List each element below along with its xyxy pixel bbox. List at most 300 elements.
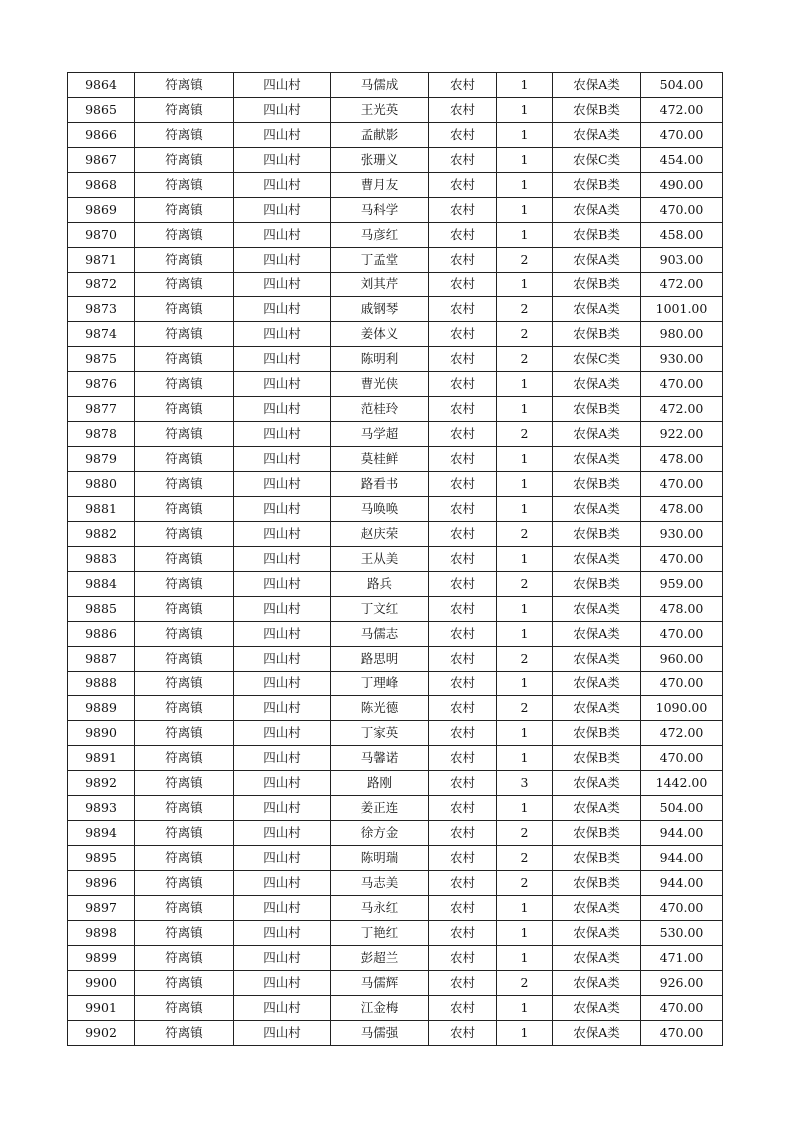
cell-person-name: 马儒辉 xyxy=(331,970,429,995)
cell-household-type: 农村 xyxy=(429,521,497,546)
cell-member-count: 1 xyxy=(497,197,553,222)
cell-member-count: 2 xyxy=(497,247,553,272)
cell-member-count: 1 xyxy=(497,222,553,247)
cell-person-name: 马学超 xyxy=(331,422,429,447)
cell-village: 四山村 xyxy=(234,920,331,945)
cell-town: 符离镇 xyxy=(135,920,234,945)
cell-insurance-category: 农保C类 xyxy=(553,347,641,372)
table-row xyxy=(68,222,723,247)
cell-amount: 980.00 xyxy=(641,322,723,347)
cell-amount: 470.00 xyxy=(641,995,723,1020)
cell-amount: 960.00 xyxy=(641,646,723,671)
cell-member-count: 1 xyxy=(497,721,553,746)
cell-insurance-category: 农保B类 xyxy=(553,472,641,497)
cell-amount: 478.00 xyxy=(641,447,723,472)
table-row xyxy=(68,372,723,397)
cell-insurance-category: 农保B类 xyxy=(553,97,641,122)
cell-household-type: 农村 xyxy=(429,172,497,197)
cell-member-count: 1 xyxy=(497,895,553,920)
cell-person-name: 路思明 xyxy=(331,646,429,671)
cell-record-number: 9891 xyxy=(68,746,135,771)
cell-village: 四山村 xyxy=(234,546,331,571)
cell-record-number: 9865 xyxy=(68,97,135,122)
cell-town: 符离镇 xyxy=(135,172,234,197)
cell-record-number: 9883 xyxy=(68,546,135,571)
cell-town: 符离镇 xyxy=(135,970,234,995)
cell-insurance-category: 农保A类 xyxy=(553,970,641,995)
cell-amount: 478.00 xyxy=(641,596,723,621)
cell-household-type: 农村 xyxy=(429,895,497,920)
cell-amount: 470.00 xyxy=(641,671,723,696)
cell-town: 符离镇 xyxy=(135,397,234,422)
cell-person-name: 姜正连 xyxy=(331,796,429,821)
cell-insurance-category: 农保B类 xyxy=(553,322,641,347)
cell-insurance-category: 农保A类 xyxy=(553,671,641,696)
cell-insurance-category: 农保A类 xyxy=(553,796,641,821)
cell-insurance-category: 农保A类 xyxy=(553,696,641,721)
cell-person-name: 江金梅 xyxy=(331,995,429,1020)
cell-member-count: 1 xyxy=(497,671,553,696)
cell-insurance-category: 农保A类 xyxy=(553,247,641,272)
cell-record-number: 9875 xyxy=(68,347,135,372)
cell-amount: 470.00 xyxy=(641,1020,723,1045)
cell-amount: 472.00 xyxy=(641,272,723,297)
cell-household-type: 农村 xyxy=(429,796,497,821)
table-row xyxy=(68,172,723,197)
cell-person-name: 曹光侠 xyxy=(331,372,429,397)
cell-member-count: 1 xyxy=(497,272,553,297)
cell-member-count: 3 xyxy=(497,771,553,796)
cell-record-number: 9899 xyxy=(68,945,135,970)
cell-member-count: 1 xyxy=(497,496,553,521)
table-row xyxy=(68,821,723,846)
table-row xyxy=(68,895,723,920)
cell-person-name: 王光英 xyxy=(331,97,429,122)
cell-member-count: 2 xyxy=(497,521,553,546)
cell-town: 符离镇 xyxy=(135,447,234,472)
cell-record-number: 9896 xyxy=(68,871,135,896)
cell-village: 四山村 xyxy=(234,1020,331,1045)
cell-person-name: 丁艳红 xyxy=(331,920,429,945)
cell-member-count: 1 xyxy=(497,746,553,771)
cell-town: 符离镇 xyxy=(135,995,234,1020)
cell-household-type: 农村 xyxy=(429,197,497,222)
cell-household-type: 农村 xyxy=(429,1020,497,1045)
cell-person-name: 孟献影 xyxy=(331,122,429,147)
cell-amount: 530.00 xyxy=(641,920,723,945)
cell-household-type: 农村 xyxy=(429,122,497,147)
cell-town: 符离镇 xyxy=(135,571,234,596)
cell-record-number: 9893 xyxy=(68,796,135,821)
table-row xyxy=(68,596,723,621)
cell-person-name: 丁孟堂 xyxy=(331,247,429,272)
cell-town: 符离镇 xyxy=(135,846,234,871)
cell-amount: 470.00 xyxy=(641,197,723,222)
cell-household-type: 农村 xyxy=(429,846,497,871)
cell-insurance-category: 农保B类 xyxy=(553,397,641,422)
cell-household-type: 农村 xyxy=(429,646,497,671)
cell-village: 四山村 xyxy=(234,322,331,347)
cell-amount: 944.00 xyxy=(641,846,723,871)
cell-insurance-category: 农保A类 xyxy=(553,1020,641,1045)
cell-person-name: 陈明利 xyxy=(331,347,429,372)
table-row xyxy=(68,721,723,746)
cell-record-number: 9868 xyxy=(68,172,135,197)
cell-household-type: 农村 xyxy=(429,696,497,721)
cell-insurance-category: 农保B类 xyxy=(553,721,641,746)
cell-member-count: 1 xyxy=(497,596,553,621)
cell-village: 四山村 xyxy=(234,621,331,646)
cell-person-name: 徐方金 xyxy=(331,821,429,846)
table-row xyxy=(68,871,723,896)
cell-record-number: 9867 xyxy=(68,147,135,172)
cell-village: 四山村 xyxy=(234,571,331,596)
cell-person-name: 路兵 xyxy=(331,571,429,596)
table-row xyxy=(68,546,723,571)
cell-insurance-category: 农保A类 xyxy=(553,920,641,945)
cell-member-count: 1 xyxy=(497,73,553,98)
cell-record-number: 9887 xyxy=(68,646,135,671)
table-row xyxy=(68,646,723,671)
cell-member-count: 2 xyxy=(497,821,553,846)
cell-member-count: 1 xyxy=(497,172,553,197)
table-row xyxy=(68,347,723,372)
cell-household-type: 农村 xyxy=(429,621,497,646)
cell-member-count: 2 xyxy=(497,871,553,896)
table-row xyxy=(68,945,723,970)
cell-insurance-category: 农保B类 xyxy=(553,272,641,297)
table-row xyxy=(68,472,723,497)
cell-record-number: 9902 xyxy=(68,1020,135,1045)
cell-person-name: 曹月友 xyxy=(331,172,429,197)
cell-household-type: 农村 xyxy=(429,970,497,995)
table-row xyxy=(68,322,723,347)
cell-town: 符离镇 xyxy=(135,496,234,521)
cell-record-number: 9870 xyxy=(68,222,135,247)
cell-village: 四山村 xyxy=(234,397,331,422)
cell-insurance-category: 农保A类 xyxy=(553,895,641,920)
cell-household-type: 农村 xyxy=(429,871,497,896)
cell-person-name: 王从美 xyxy=(331,546,429,571)
cell-household-type: 农村 xyxy=(429,297,497,322)
cell-household-type: 农村 xyxy=(429,222,497,247)
cell-amount: 472.00 xyxy=(641,97,723,122)
cell-household-type: 农村 xyxy=(429,721,497,746)
cell-record-number: 9876 xyxy=(68,372,135,397)
cell-record-number: 9869 xyxy=(68,197,135,222)
cell-person-name: 丁家英 xyxy=(331,721,429,746)
cell-person-name: 马科学 xyxy=(331,197,429,222)
cell-town: 符离镇 xyxy=(135,646,234,671)
cell-town: 符离镇 xyxy=(135,197,234,222)
cell-record-number: 9886 xyxy=(68,621,135,646)
cell-record-number: 9866 xyxy=(68,122,135,147)
cell-village: 四山村 xyxy=(234,97,331,122)
table-row xyxy=(68,796,723,821)
cell-person-name: 丁理峰 xyxy=(331,671,429,696)
cell-household-type: 农村 xyxy=(429,472,497,497)
cell-town: 符离镇 xyxy=(135,871,234,896)
cell-insurance-category: 农保A类 xyxy=(553,646,641,671)
cell-household-type: 农村 xyxy=(429,920,497,945)
cell-member-count: 2 xyxy=(497,322,553,347)
cell-insurance-category: 农保A类 xyxy=(553,122,641,147)
cell-person-name: 陈明瑞 xyxy=(331,846,429,871)
cell-insurance-category: 农保B类 xyxy=(553,846,641,871)
cell-household-type: 农村 xyxy=(429,272,497,297)
cell-record-number: 9897 xyxy=(68,895,135,920)
cell-household-type: 农村 xyxy=(429,322,497,347)
table-row xyxy=(68,397,723,422)
cell-village: 四山村 xyxy=(234,447,331,472)
cell-insurance-category: 农保B类 xyxy=(553,746,641,771)
cell-household-type: 农村 xyxy=(429,671,497,696)
cell-person-name: 莫桂鲜 xyxy=(331,447,429,472)
cell-household-type: 农村 xyxy=(429,571,497,596)
cell-amount: 1442.00 xyxy=(641,771,723,796)
cell-amount: 922.00 xyxy=(641,422,723,447)
cell-member-count: 1 xyxy=(497,621,553,646)
cell-insurance-category: 农保B类 xyxy=(553,571,641,596)
cell-amount: 470.00 xyxy=(641,372,723,397)
cell-record-number: 9901 xyxy=(68,995,135,1020)
cell-amount: 472.00 xyxy=(641,397,723,422)
table-row xyxy=(68,147,723,172)
cell-town: 符离镇 xyxy=(135,1020,234,1045)
cell-person-name: 范桂玲 xyxy=(331,397,429,422)
cell-person-name: 马唤唤 xyxy=(331,496,429,521)
cell-village: 四山村 xyxy=(234,172,331,197)
cell-village: 四山村 xyxy=(234,646,331,671)
cell-town: 符离镇 xyxy=(135,247,234,272)
cell-household-type: 农村 xyxy=(429,771,497,796)
cell-household-type: 农村 xyxy=(429,945,497,970)
cell-person-name: 路看书 xyxy=(331,472,429,497)
cell-household-type: 农村 xyxy=(429,447,497,472)
cell-amount: 470.00 xyxy=(641,546,723,571)
cell-member-count: 2 xyxy=(497,846,553,871)
cell-record-number: 9888 xyxy=(68,671,135,696)
cell-household-type: 农村 xyxy=(429,596,497,621)
table-row xyxy=(68,771,723,796)
table-row xyxy=(68,846,723,871)
cell-insurance-category: 农保B类 xyxy=(553,821,641,846)
cell-village: 四山村 xyxy=(234,521,331,546)
cell-amount: 504.00 xyxy=(641,796,723,821)
cell-member-count: 1 xyxy=(497,995,553,1020)
table-row xyxy=(68,671,723,696)
cell-town: 符离镇 xyxy=(135,372,234,397)
cell-insurance-category: 农保B类 xyxy=(553,521,641,546)
table-row xyxy=(68,297,723,322)
cell-insurance-category: 农保A类 xyxy=(553,546,641,571)
cell-member-count: 1 xyxy=(497,372,553,397)
cell-member-count: 1 xyxy=(497,397,553,422)
table-row xyxy=(68,272,723,297)
cell-record-number: 9872 xyxy=(68,272,135,297)
cell-household-type: 农村 xyxy=(429,73,497,98)
cell-village: 四山村 xyxy=(234,871,331,896)
cell-record-number: 9889 xyxy=(68,696,135,721)
table-row xyxy=(68,746,723,771)
cell-amount: 470.00 xyxy=(641,746,723,771)
table-row xyxy=(68,621,723,646)
cell-record-number: 9892 xyxy=(68,771,135,796)
cell-amount: 944.00 xyxy=(641,821,723,846)
cell-person-name: 马儒成 xyxy=(331,73,429,98)
cell-amount: 470.00 xyxy=(641,122,723,147)
cell-person-name: 路刚 xyxy=(331,771,429,796)
table-row xyxy=(68,995,723,1020)
cell-village: 四山村 xyxy=(234,771,331,796)
cell-amount: 1090.00 xyxy=(641,696,723,721)
cell-town: 符离镇 xyxy=(135,222,234,247)
cell-insurance-category: 农保A类 xyxy=(553,422,641,447)
table-row xyxy=(68,97,723,122)
table-row xyxy=(68,247,723,272)
cell-person-name: 马永红 xyxy=(331,895,429,920)
cell-record-number: 9877 xyxy=(68,397,135,422)
cell-insurance-category: 农保A类 xyxy=(553,496,641,521)
cell-village: 四山村 xyxy=(234,945,331,970)
cell-amount: 470.00 xyxy=(641,895,723,920)
cell-household-type: 农村 xyxy=(429,746,497,771)
cell-town: 符离镇 xyxy=(135,521,234,546)
cell-member-count: 2 xyxy=(497,297,553,322)
table-row xyxy=(68,521,723,546)
cell-town: 符离镇 xyxy=(135,297,234,322)
table-row xyxy=(68,447,723,472)
cell-amount: 472.00 xyxy=(641,721,723,746)
cell-member-count: 1 xyxy=(497,472,553,497)
cell-insurance-category: 农保A类 xyxy=(553,771,641,796)
cell-town: 符离镇 xyxy=(135,671,234,696)
cell-person-name: 张珊义 xyxy=(331,147,429,172)
cell-amount: 944.00 xyxy=(641,871,723,896)
cell-town: 符离镇 xyxy=(135,322,234,347)
cell-person-name: 赵庆荣 xyxy=(331,521,429,546)
cell-member-count: 2 xyxy=(497,422,553,447)
cell-member-count: 1 xyxy=(497,796,553,821)
cell-household-type: 农村 xyxy=(429,422,497,447)
cell-amount: 458.00 xyxy=(641,222,723,247)
cell-record-number: 9864 xyxy=(68,73,135,98)
cell-household-type: 农村 xyxy=(429,347,497,372)
cell-town: 符离镇 xyxy=(135,945,234,970)
cell-household-type: 农村 xyxy=(429,97,497,122)
table-row xyxy=(68,571,723,596)
cell-person-name: 马儒强 xyxy=(331,1020,429,1045)
cell-person-name: 马儒志 xyxy=(331,621,429,646)
cell-town: 符离镇 xyxy=(135,122,234,147)
cell-record-number: 9873 xyxy=(68,297,135,322)
cell-insurance-category: 农保A类 xyxy=(553,621,641,646)
cell-record-number: 9878 xyxy=(68,422,135,447)
cell-record-number: 9894 xyxy=(68,821,135,846)
cell-household-type: 农村 xyxy=(429,496,497,521)
cell-village: 四山村 xyxy=(234,970,331,995)
cell-village: 四山村 xyxy=(234,746,331,771)
table-row xyxy=(68,422,723,447)
cell-village: 四山村 xyxy=(234,472,331,497)
cell-household-type: 农村 xyxy=(429,821,497,846)
cell-town: 符离镇 xyxy=(135,422,234,447)
cell-amount: 930.00 xyxy=(641,347,723,372)
cell-village: 四山村 xyxy=(234,596,331,621)
cell-town: 符离镇 xyxy=(135,596,234,621)
cell-village: 四山村 xyxy=(234,895,331,920)
table-body xyxy=(68,73,723,1046)
cell-record-number: 9881 xyxy=(68,496,135,521)
cell-household-type: 农村 xyxy=(429,147,497,172)
cell-member-count: 1 xyxy=(497,546,553,571)
cell-amount: 926.00 xyxy=(641,970,723,995)
cell-member-count: 1 xyxy=(497,147,553,172)
cell-record-number: 9882 xyxy=(68,521,135,546)
cell-insurance-category: 农保A类 xyxy=(553,596,641,621)
cell-record-number: 9885 xyxy=(68,596,135,621)
cell-member-count: 2 xyxy=(497,347,553,372)
cell-record-number: 9898 xyxy=(68,920,135,945)
cell-insurance-category: 农保A类 xyxy=(553,995,641,1020)
cell-town: 符离镇 xyxy=(135,771,234,796)
cell-insurance-category: 农保C类 xyxy=(553,147,641,172)
cell-amount: 959.00 xyxy=(641,571,723,596)
cell-person-name: 姜体义 xyxy=(331,322,429,347)
cell-amount: 930.00 xyxy=(641,521,723,546)
cell-record-number: 9871 xyxy=(68,247,135,272)
cell-record-number: 9890 xyxy=(68,721,135,746)
cell-record-number: 9879 xyxy=(68,447,135,472)
cell-village: 四山村 xyxy=(234,222,331,247)
cell-insurance-category: 农保B类 xyxy=(553,871,641,896)
table-row xyxy=(68,1020,723,1045)
cell-village: 四山村 xyxy=(234,671,331,696)
cell-village: 四山村 xyxy=(234,297,331,322)
cell-amount: 903.00 xyxy=(641,247,723,272)
cell-village: 四山村 xyxy=(234,247,331,272)
cell-town: 符离镇 xyxy=(135,721,234,746)
cell-insurance-category: 农保A类 xyxy=(553,945,641,970)
table-row xyxy=(68,970,723,995)
cell-record-number: 9884 xyxy=(68,571,135,596)
table-row xyxy=(68,496,723,521)
cell-town: 符离镇 xyxy=(135,621,234,646)
table-row xyxy=(68,122,723,147)
cell-village: 四山村 xyxy=(234,147,331,172)
cell-household-type: 农村 xyxy=(429,247,497,272)
cell-person-name: 马志美 xyxy=(331,871,429,896)
cell-amount: 471.00 xyxy=(641,945,723,970)
cell-amount: 470.00 xyxy=(641,472,723,497)
cell-amount: 504.00 xyxy=(641,73,723,98)
cell-village: 四山村 xyxy=(234,696,331,721)
cell-person-name: 陈光德 xyxy=(331,696,429,721)
cell-village: 四山村 xyxy=(234,372,331,397)
cell-village: 四山村 xyxy=(234,846,331,871)
cell-person-name: 马彦红 xyxy=(331,222,429,247)
cell-household-type: 农村 xyxy=(429,546,497,571)
cell-insurance-category: 农保A类 xyxy=(553,447,641,472)
cell-record-number: 9900 xyxy=(68,970,135,995)
cell-town: 符离镇 xyxy=(135,347,234,372)
cell-member-count: 1 xyxy=(497,945,553,970)
cell-town: 符离镇 xyxy=(135,147,234,172)
cell-amount: 470.00 xyxy=(641,621,723,646)
cell-village: 四山村 xyxy=(234,422,331,447)
cell-village: 四山村 xyxy=(234,821,331,846)
cell-village: 四山村 xyxy=(234,796,331,821)
